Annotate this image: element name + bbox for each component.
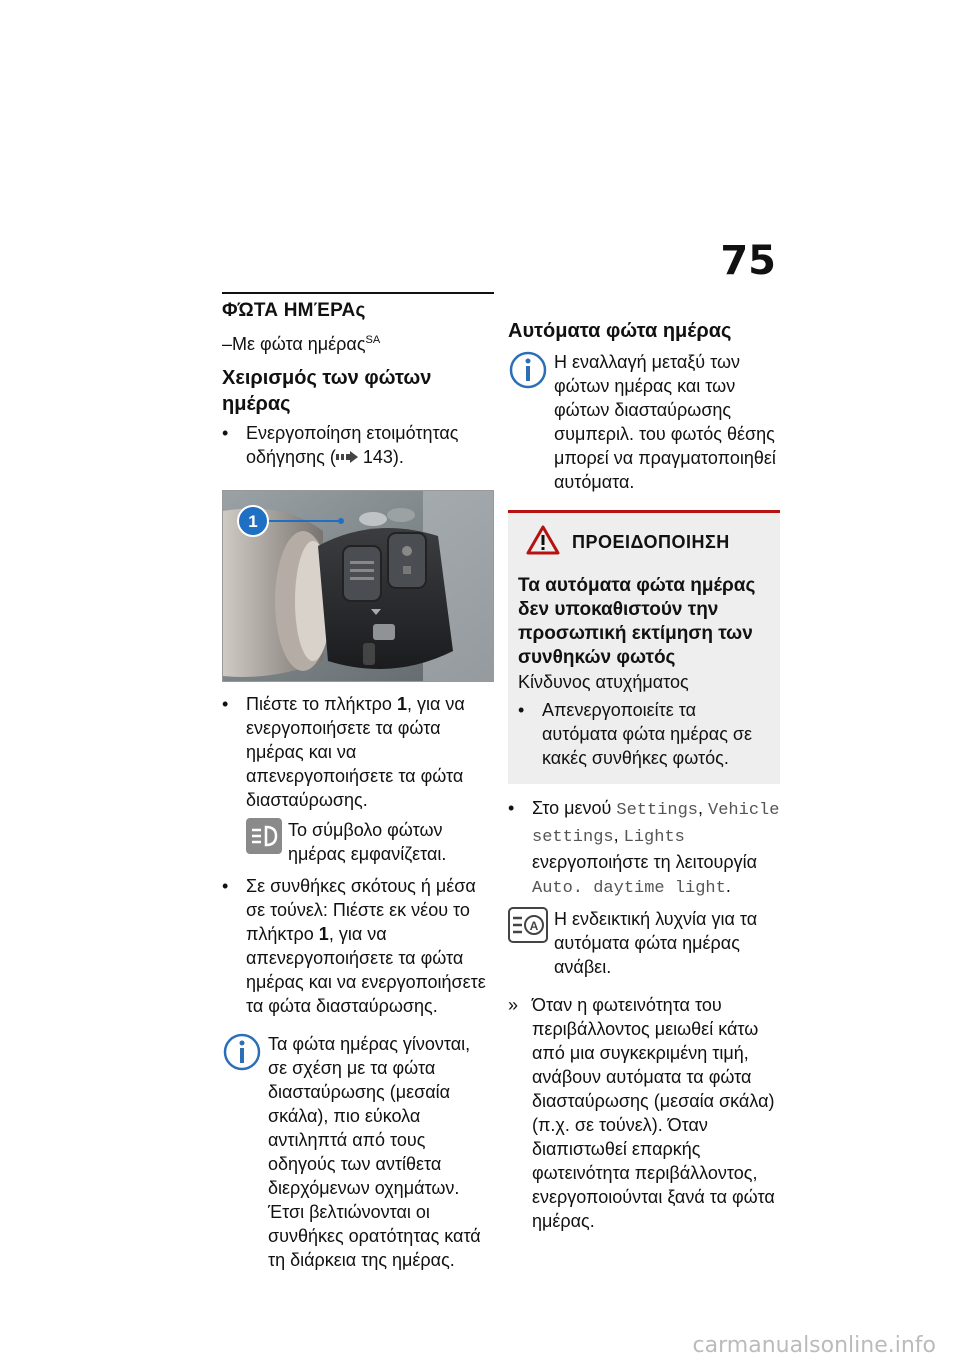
result-marker: »: [508, 995, 519, 1015]
warning-box: [508, 510, 780, 784]
list-item: [518, 698, 770, 770]
auto-note-text: Η ενδεικτική λυχνία για τα αυτόματα φώτα ημέρας ανάβει.: [554, 909, 758, 977]
info-icon: [508, 350, 548, 494]
warning-title: Τα αυτόματα φώτα ημέρας δεν υποκαθιστούν την προσωπική εκτίμηση των συνθηκών φωτός: [518, 575, 756, 668]
sa-superscript: SA: [365, 334, 381, 346]
warning-bullet-text: Απενεργοποιείτε τα αυτόματα φώτα ημέρας σε κακές συνθήκες φωτός.: [542, 700, 753, 768]
key-reference: 1: [318, 924, 329, 944]
subsection-title: Χειρισμός των φώτων ημέρας: [222, 367, 432, 415]
section-rule: [222, 292, 494, 294]
list-item: [508, 796, 780, 901]
bullet-text-c: .: [725, 876, 731, 896]
list-item: [222, 421, 494, 470]
info-note: [508, 350, 780, 494]
left-column: [222, 292, 494, 1272]
bullet-marker: •: [508, 798, 515, 818]
separator: ,: [613, 825, 624, 845]
list-item: [222, 874, 494, 1018]
info-icon: [222, 1032, 262, 1272]
separator: ,: [698, 798, 709, 818]
list-item: [222, 692, 494, 812]
bullet-text-a: Στο μενού: [532, 798, 617, 818]
photo-callout-number: 1: [248, 512, 258, 531]
sa-equipment-line: [222, 334, 494, 355]
note-text: Το σύμβολο φώτων ημέρας εμφανίζεται.: [288, 820, 447, 864]
warning-risk: Κίνδυνος ατυχήματος: [518, 672, 689, 692]
section-title: ΦΏΤΑ ΗΜΈΡΑς: [222, 300, 366, 321]
menu-settings: Settings: [616, 801, 699, 820]
bullet-text: Ενεργοποίηση ετοιμότητας οδήγησης (: [246, 423, 459, 467]
watermark: carmanualsonline.info: [692, 1333, 936, 1358]
bullet-text-b: , για να απενεργοποιήσετε τα φώτα ημέρας και να ενεργοποιήσετε τα φώτα διασταύρωσης.: [246, 924, 486, 1016]
arrow-right-icon: [336, 450, 358, 466]
auto-light-note: [508, 907, 780, 979]
daylight-symbol-note: [222, 818, 494, 866]
page-reference: 143).: [362, 447, 404, 467]
bullet-text-a: Σε συνθήκες σκότους ή μέσα σε τούνελ: Πιέστε εκ νέου το πλήκτρο: [246, 876, 476, 944]
menu-vehicle-settings: Vehicle settings: [532, 801, 780, 847]
info-note-text: Τα φώτα ημέρας γίνονται, σε σχέση με τα φώτα διασταύρωσης (μεσαία σκάλα), πιο εύκολα αντιληπτά από τους οδηγούς των αντίθετα διερχόμενων οχημάτων. Έτσι βελτιώνονται οι συνθήκες ορατότητας κατά τη διάρκεια της ημέρας.: [268, 1034, 481, 1270]
page-number: 75: [720, 238, 776, 284]
bullet-marker: •: [518, 700, 525, 720]
info-note-text: Η εναλλαγή μεταξύ των φώτων ημέρας και των φώτων διασταύρωσης συμπεριλ. του φωτός θέσης μπορεί να πραγματοποιηθεί αυτόματα.: [554, 352, 776, 492]
bullet-text-b: , για να ενεργοποιήσετε τα φώτα ημέρας και να απενεργοποιήσετε τα φώτα διασταύρωσης.: [246, 694, 465, 810]
menu-auto-daytime-light: Auto. daytime light: [532, 879, 726, 898]
bullet-marker: •: [222, 876, 229, 896]
bullet-marker: •: [222, 423, 229, 443]
daytime-running-light-icon: [246, 818, 282, 866]
bullet-text-a: Πιέστε το πλήκτρο: [246, 694, 397, 714]
right-column: [508, 318, 780, 1233]
sa-line-text: –Με φώτα ημέρας: [222, 334, 366, 354]
subsection-title: Αυτόματα φώτα ημέρας: [508, 320, 732, 342]
warning-triangle-icon: [526, 525, 560, 560]
bullet-text-b: ενεργοποιήστε τη λειτουργία: [532, 852, 757, 872]
bullet-marker: •: [222, 694, 229, 714]
info-note: [222, 1032, 494, 1272]
result-text: Όταν η φωτεινότητα του περιβάλλοντος μειωθεί κάτω από μια συγκεκριμένη τιμή, ανάβουν αυτόματα τα φώτα διασταύρωσης (μεσαία σκάλα) (π.χ. σε τούνελ). Όταν διαπιστωθεί επαρκής φωτεινότητα περιβάλλοντος, ενεργοποιούνται ξανά τα φώτα ημέρας.: [532, 995, 775, 1231]
warning-label: ΠΡΟΕΙΔΟΠΟΙΗΣΗ: [572, 532, 730, 552]
result-item: [508, 993, 780, 1233]
svg-text:A: A: [529, 919, 539, 933]
key-reference: 1: [396, 694, 407, 714]
menu-lights: Lights: [623, 828, 685, 847]
handlebar-switch-photo: [222, 490, 494, 682]
auto-daytime-light-indicator-icon: [508, 907, 548, 979]
